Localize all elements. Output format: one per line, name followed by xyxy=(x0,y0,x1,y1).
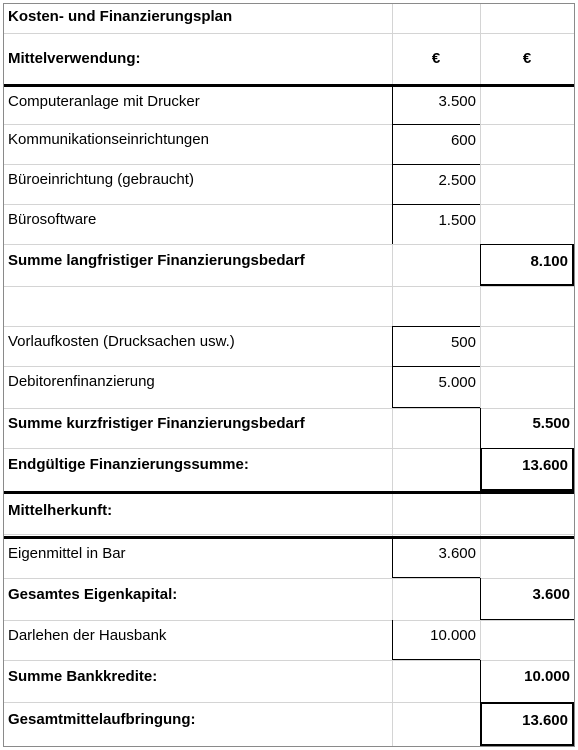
grid-line xyxy=(4,286,574,287)
item-value: 1.500 xyxy=(438,212,476,229)
subtotal-row xyxy=(4,244,574,286)
header-row xyxy=(4,33,574,84)
table-row xyxy=(4,539,574,578)
subtotal-row xyxy=(4,578,574,620)
value-cell[interactable] xyxy=(392,326,480,366)
section-row xyxy=(4,494,574,536)
table-row xyxy=(4,620,574,660)
value-cell[interactable] xyxy=(392,539,480,578)
subtotal-value: 8.100 xyxy=(530,253,568,270)
table-row xyxy=(4,124,574,164)
value-cell[interactable] xyxy=(392,124,480,164)
subtotal-row xyxy=(4,408,574,448)
subtotal-label: Summe kurzfristiger Finanzierungsbedarf xyxy=(8,415,305,432)
item-value: 500 xyxy=(450,334,476,351)
item-label: Darlehen der Hausbank xyxy=(8,627,167,644)
title-row xyxy=(4,4,574,33)
total-label: Endgültige Finanzierungssumme: xyxy=(8,456,249,473)
table-row xyxy=(4,87,574,124)
item-label: Bürosoftware xyxy=(8,211,97,228)
subtotal-cell[interactable] xyxy=(480,244,574,286)
item-value: 5.000 xyxy=(438,374,476,391)
item-label: Büroeinrichtung (gebraucht) xyxy=(8,171,194,188)
item-label: Debitorenfinanzierung xyxy=(8,373,155,390)
value-cell[interactable] xyxy=(392,164,480,204)
value-cell[interactable] xyxy=(392,87,480,124)
currency-header-cell xyxy=(392,33,480,84)
item-label: Kommunikationseinrichtungen xyxy=(8,131,209,148)
total-cell[interactable] xyxy=(480,448,574,491)
subtotal-value: 10.000 xyxy=(524,668,570,685)
subtotal-label: Summe langfristiger Finanzierungsbedarf xyxy=(8,252,305,269)
finance-plan-sheet xyxy=(3,3,575,747)
item-value: 10.000 xyxy=(430,627,476,644)
subtotal-label: Summe Bankkredite: xyxy=(8,668,158,685)
total-label: Gesamtmittelaufbringung: xyxy=(8,711,196,728)
currency-label: € xyxy=(431,50,441,67)
plan-title: Kosten- und Finanzierungsplan xyxy=(8,8,233,25)
total-value: 13.600 xyxy=(522,457,568,474)
currency-label: € xyxy=(522,50,532,67)
total-cell[interactable] xyxy=(480,702,574,746)
subtotal-cell[interactable] xyxy=(480,408,574,448)
section-source-heading: Mittelherkunft: xyxy=(8,502,113,519)
currency-header-cell xyxy=(480,33,574,84)
value-cell[interactable] xyxy=(392,366,480,408)
table-row xyxy=(4,204,574,244)
subtotal-label: Gesamtes Eigenkapital: xyxy=(8,586,178,603)
value-cell[interactable] xyxy=(392,620,480,660)
table-row xyxy=(4,326,574,366)
table-row xyxy=(4,366,574,408)
subtotal-cell[interactable] xyxy=(480,578,574,620)
item-value: 3.500 xyxy=(438,93,476,110)
subtotal-row xyxy=(4,660,574,702)
value-cell[interactable] xyxy=(392,204,480,244)
item-label: Vorlaufkosten (Drucksachen usw.) xyxy=(8,333,235,350)
item-value: 3.600 xyxy=(438,545,476,562)
item-label: Eigenmittel in Bar xyxy=(8,545,126,562)
subtotal-value: 3.600 xyxy=(532,586,570,603)
subtotal-value: 5.500 xyxy=(532,415,570,432)
item-value: 2.500 xyxy=(438,172,476,189)
subtotal-cell[interactable] xyxy=(480,660,574,702)
item-value: 600 xyxy=(450,132,476,149)
total-value: 13.600 xyxy=(522,712,568,729)
table-row xyxy=(4,164,574,204)
total-row xyxy=(4,702,574,747)
section-use-heading: Mittelverwendung: xyxy=(8,50,141,67)
total-row xyxy=(4,448,574,491)
item-label: Computeranlage mit Drucker xyxy=(8,93,200,110)
